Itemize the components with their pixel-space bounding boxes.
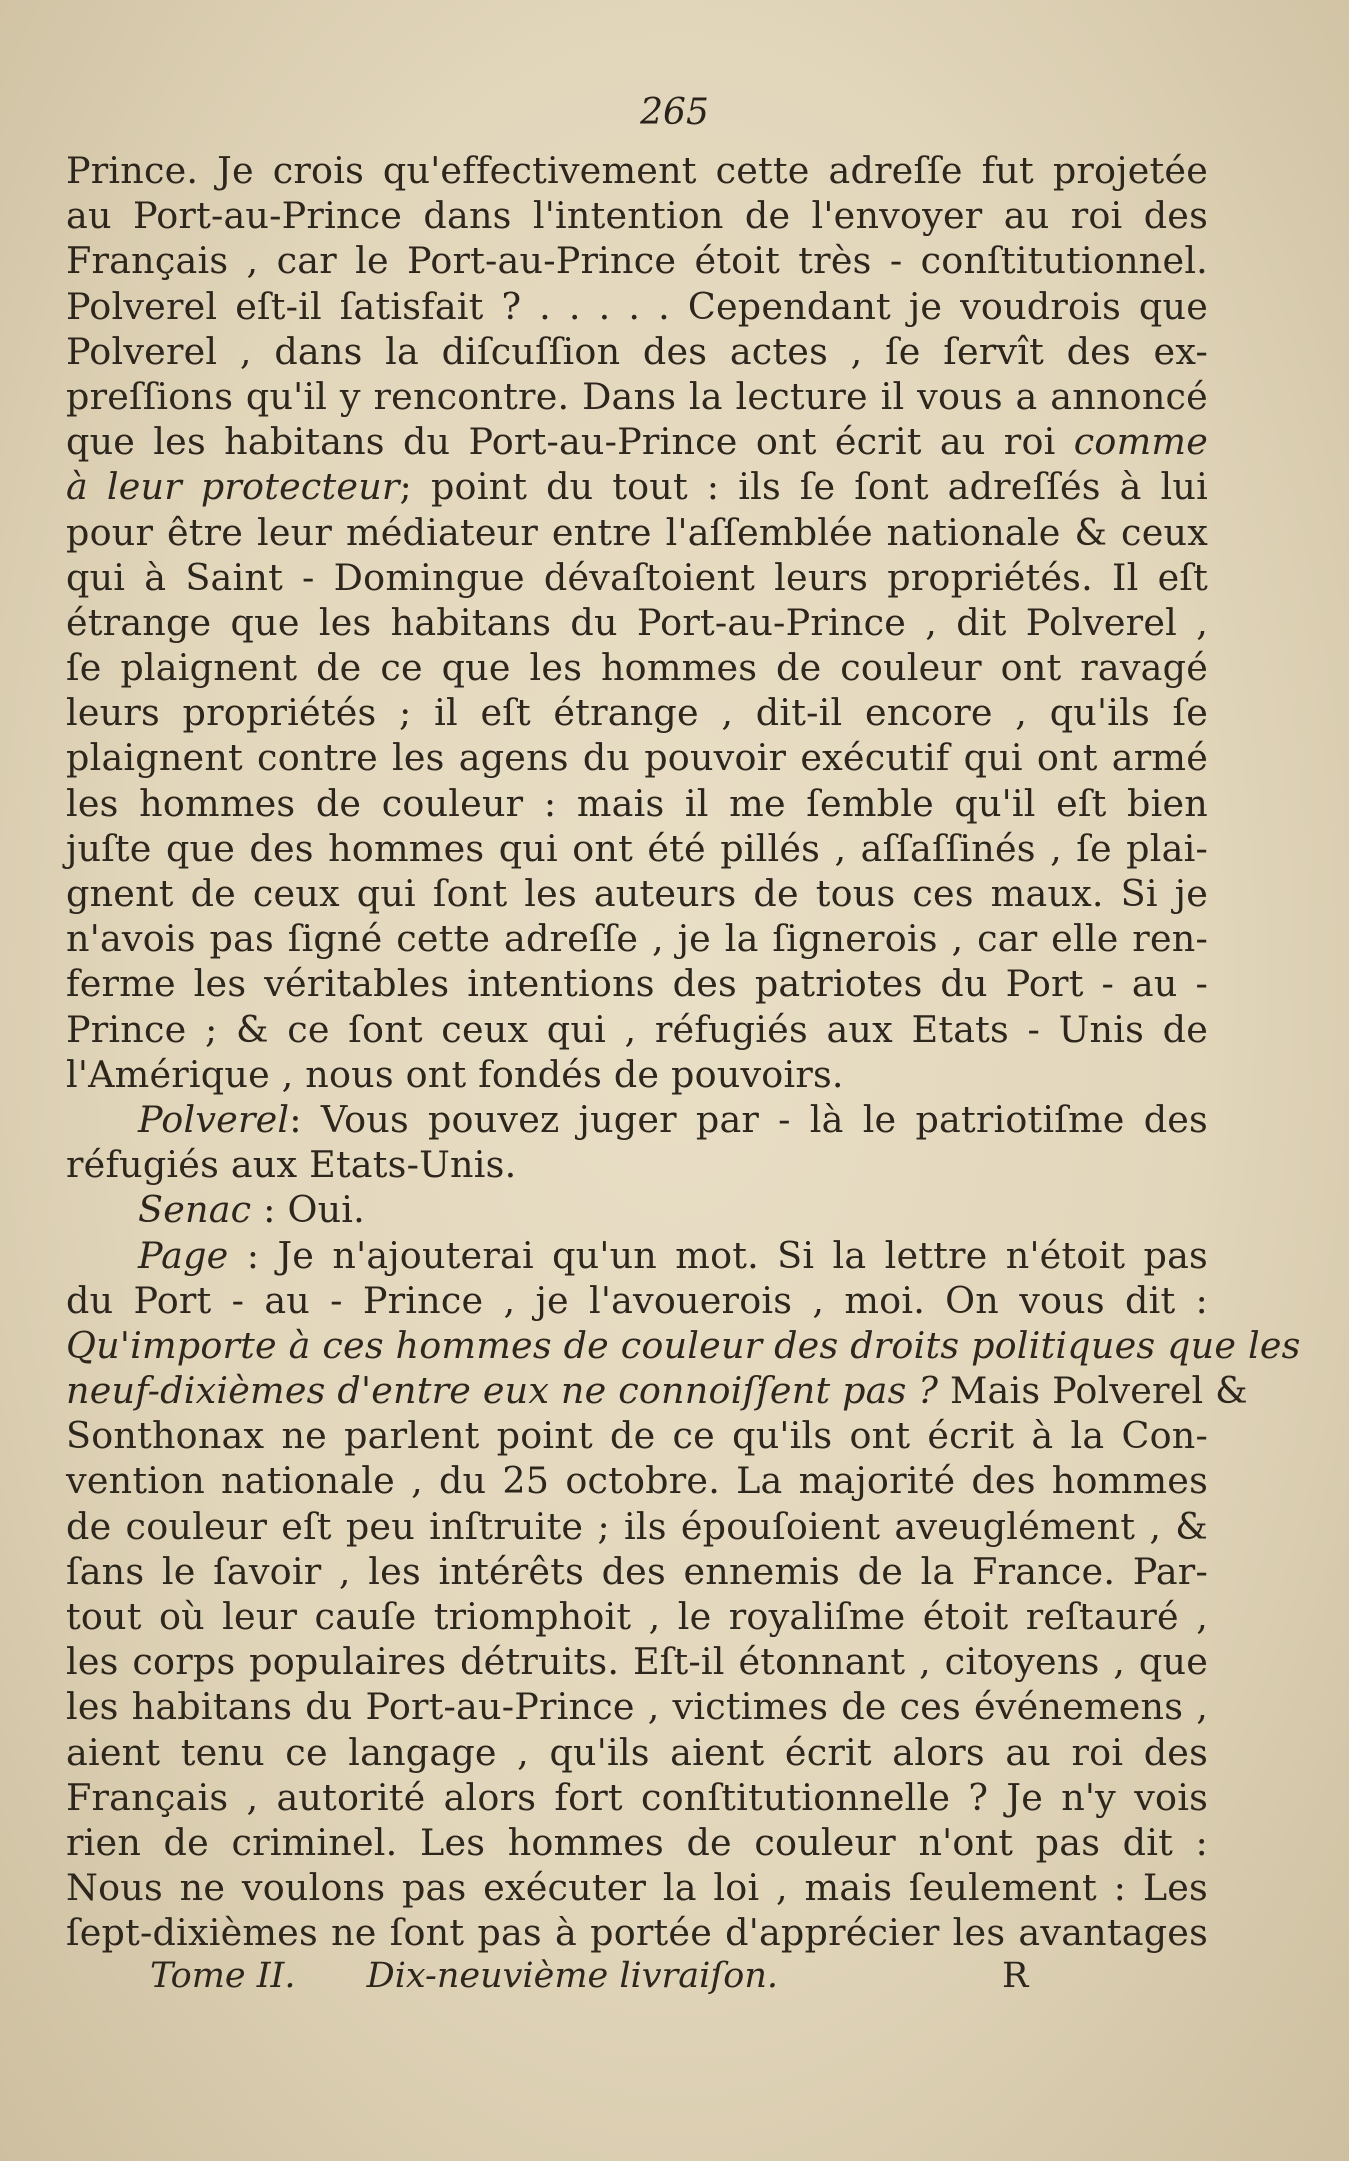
page-number: 265	[640, 92, 709, 133]
text-line: neuf-dixièmes d'entre eux ne connoiſſent pas ? Mais Polverel &	[66, 1369, 1248, 1413]
text-line: Polverel eſt-il ſatisfait ? . . . . . Cependant je voudrois que	[66, 284, 1208, 328]
text-line: qui à Saint - Domingue dévaſtoient leurs propriétés. Il eſt	[66, 555, 1208, 599]
text-line: du Port - au - Prince , je l'avouerois , moi. On vous dit :	[66, 1278, 1208, 1322]
text-line: à leur protecteur; point du tout : ils ſe ſont adreſſés à lui	[66, 465, 1208, 509]
page-footer	[150, 1956, 1030, 1996]
text-line: leurs propriétés ; il eſt étrange , dit-il encore , qu'ils ſe	[66, 691, 1208, 735]
speech-senac: Senac : Oui.	[138, 1188, 365, 1232]
text-line: les habitans du Port-au-Prince , victimes de ces événemens ,	[66, 1685, 1208, 1729]
signature-mark: R	[1002, 1956, 1029, 1996]
text-line: pour être leur médiateur entre l'aſſemblée nationale & ceux	[66, 510, 1208, 554]
text-line: au Port-au-Prince dans l'intention de l'envoyer au roi des	[66, 194, 1208, 238]
text-line: juſte que des hommes qui ont été pillés , aſſaſſinés , ſe plai-	[66, 826, 1208, 870]
speaker-name: Polverel	[138, 1097, 290, 1141]
text-line: tout où leur cauſe triomphoit , le royaliſme étoit reſtauré ,	[66, 1595, 1208, 1638]
text-line: Prince. Je crois qu'effectivement cette adreſſe fut projetée	[66, 149, 1208, 192]
text-line: les corps populaires détruits. Eſt-il étonnant , citoyens , que	[66, 1640, 1208, 1684]
speaker-name: Senac	[138, 1188, 252, 1232]
text-line: n'avois pas ſigné cette adreſſe , je la ſignerois , car elle ren-	[66, 917, 1208, 961]
text-line: Prince ; & ce ſont ceux qui , réfugiés aux Etats - Unis de	[66, 1007, 1208, 1051]
issue-label: Dix-neuvième livraiſon.	[366, 1956, 779, 1996]
text-line: Sonthonax ne parlent point de ce qu'ils ont écrit à la Con-	[66, 1414, 1208, 1458]
text-line: aient tenu ce langage , qu'ils aient écrit alors au roi des	[66, 1730, 1208, 1774]
text-line: Polverel , dans la diſcuſſion des actes , ſe ſervît des ex-	[66, 329, 1208, 373]
text-line: gnent de ceux qui ſont les auteurs de tous ces maux. Si je	[66, 872, 1208, 915]
body-text	[66, 148, 1301, 1956]
text-line: que les habitans du Port-au-Prince ont écrit au roi comme	[66, 420, 1208, 464]
text-line: ſept-dixièmes ne ſont pas à portée d'apprécier les avantages	[66, 1911, 1208, 1955]
text-line: ferme les véritables intentions des patriotes du Port - au -	[66, 962, 1208, 1006]
text-line: étrange que les habitans du Port-au-Prince , dit Polverel ,	[66, 600, 1208, 644]
volume-label: Tome II.	[150, 1956, 296, 1996]
text-line: ſe plaignent de ce que les hommes de couleur ont ravagé	[66, 646, 1208, 690]
speech-page: Page : Je n'ajouterai qu'un mot. Si la lettre n'étoit pas	[138, 1233, 1208, 1277]
text-line: l'Amérique , nous ont fondés de pouvoirs.	[66, 1052, 844, 1096]
text-line: de couleur eſt peu inſtruite ; ils épouſoient aveuglément , &	[66, 1504, 1208, 1548]
text-line: preſſions qu'il y rencontre. Dans la lecture il vous a annoncé	[66, 374, 1208, 418]
text-line: ſans le ſavoir , les intérêts des ennemis de la France. Par-	[66, 1549, 1208, 1593]
speaker-name: Page	[138, 1233, 229, 1277]
text-line: réfugiés aux Etats-Unis.	[66, 1143, 517, 1187]
text-line: plaignent contre les agens du pouvoir exécutif qui ont armé	[66, 736, 1208, 780]
text-line: rien de criminel. Les hommes de couleur n'ont pas dit :	[66, 1820, 1208, 1864]
text-line: les hommes de couleur : mais il me ſemble qu'il eſt bien	[66, 781, 1208, 825]
text-line: Qu'importe à ces hommes de couleur des droits politiques que les	[66, 1323, 1301, 1367]
text-line: Français , autorité alors fort conſtitutionnelle ? Je n'y vois	[66, 1775, 1208, 1819]
text-line: Nous ne voulons pas exécuter la loi , mais ſeulement : Les	[66, 1866, 1208, 1910]
text-line: Français , car le Port-au-Prince étoit très - conſtitutionnel.	[66, 239, 1208, 283]
text-line: vention nationale , du 25 octobre. La majorité des hommes	[66, 1459, 1208, 1503]
speech-polverel: Polverel: Vous pouvez juger par - là le patriotiſme des	[138, 1097, 1208, 1141]
